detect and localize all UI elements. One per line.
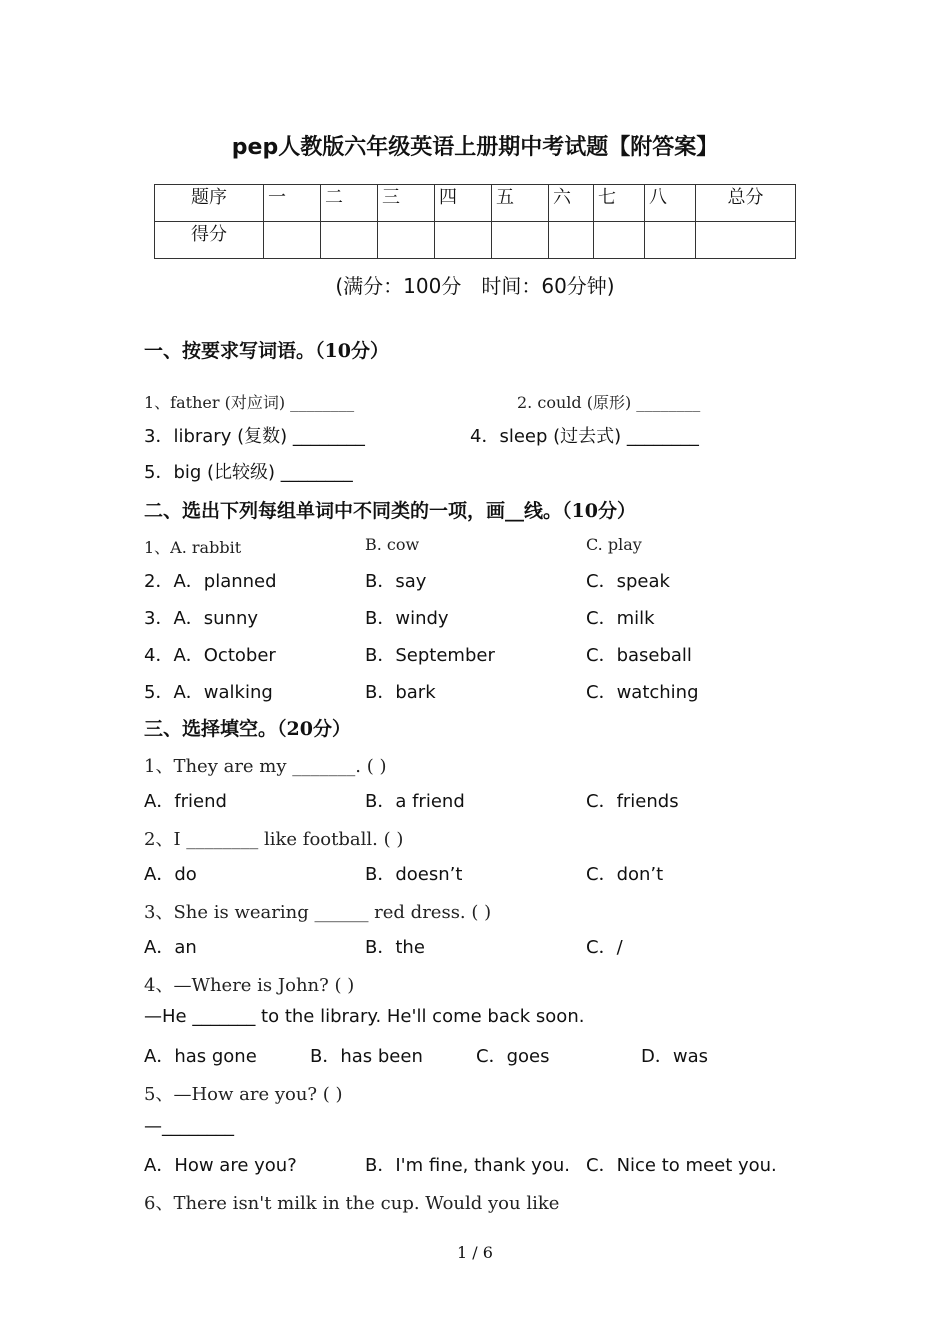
score-input-cell[interactable] [696,222,796,259]
score-input-cell[interactable] [645,222,696,259]
section-heading: 二、选出下列每组单词中不同类的一项，画__线。（10分） [144,500,636,522]
question-line: 4．sleep (过去式) ________ [470,426,699,447]
option-c: C．don’t [586,864,664,885]
question-line: 5．big (比较级) ________ [144,462,353,483]
question-stem: 4、—Where is John? ( ) [144,975,355,996]
option-b: B. cow [365,535,420,554]
table-cell: 总分 [696,185,796,222]
option-c: C．goes [476,1046,550,1067]
question-stem: 2、I ________ like football. ( ) [144,829,404,850]
table-row [155,185,796,222]
option-c: C．milk [586,608,655,629]
option-a: A．friend [144,791,227,812]
score-input-cell[interactable] [321,222,378,259]
option-a: 5．A．walking [144,682,273,703]
option-b: B．windy [365,608,449,629]
option-c: C．baseball [586,645,692,666]
table-cell: 题序 [155,185,264,222]
option-d: D．was [641,1046,708,1067]
time-note: (满分：100分 时间：60分钟) [335,274,615,298]
option-c: C．speak [586,571,670,592]
table-cell: 七 [594,185,645,222]
score-input-cell[interactable] [492,222,549,259]
option-b: B．has been [310,1046,423,1067]
question-line: 1、father (对应词) ________ [144,393,355,412]
score-input-cell[interactable] [594,222,645,259]
option-a: 2．A．planned [144,571,277,592]
question-line: —He _______ to the library. He'll come back soon. [144,1006,585,1027]
question-stem: 3、She is wearing ______ red dress. ( ) [144,902,492,923]
option-b: B．bark [365,682,436,703]
option-b: B．the [365,937,425,958]
option-b: B．a friend [365,791,465,812]
option-c: C. play [586,535,642,554]
option-a: A．an [144,937,197,958]
question-line: 2. could (原形) ________ [517,393,701,412]
option-b: B．I'm fine, thank you. [365,1155,570,1176]
table-cell: 五 [492,185,549,222]
score-input-cell[interactable] [264,222,321,259]
score-table [154,184,796,259]
page-title: pep人教版六年级英语上册期中考试题【附答案】 [231,135,719,160]
option-c: C．friends [586,791,679,812]
section-heading: 一、按要求写词语。（10分） [144,340,389,362]
question-line: 3．library (复数) ________ [144,426,365,447]
option-a: 3．A．sunny [144,608,259,629]
table-cell: 六 [549,185,594,222]
table-cell: 一 [264,185,321,222]
question-stem: 1、They are my _______. ( ) [144,756,387,777]
question-stem: 5、—How are you? ( ) [144,1084,343,1105]
table-cell: 二 [321,185,378,222]
option-a: 4．A．October [144,645,276,666]
question-stem: 6、There isn't milk in the cup. Would you like [144,1193,560,1214]
option-a: A．do [144,864,197,885]
question-line: —________ [144,1116,234,1137]
table-cell: 八 [645,185,696,222]
option-c: C．watching [586,682,699,703]
table-row [155,222,796,259]
table-cell: 三 [378,185,435,222]
table-cell: 得分 [155,222,264,259]
page-number: 1 / 6 [457,1243,493,1262]
table-cell: 四 [435,185,492,222]
option-b: B．doesn’t [365,864,463,885]
score-input-cell[interactable] [378,222,435,259]
option-a: A．How are you? [144,1155,297,1176]
option-a: A．has gone [144,1046,257,1067]
option-b: B．September [365,645,495,666]
option-c: C．Nice to meet you. [586,1155,777,1176]
option-a: 1、A. rabbit [144,538,242,557]
score-input-cell[interactable] [435,222,492,259]
section-heading: 三、选择填空。（20分） [144,718,351,740]
score-input-cell[interactable] [549,222,594,259]
option-b: B．say [365,571,427,592]
option-c: C．/ [586,937,623,958]
